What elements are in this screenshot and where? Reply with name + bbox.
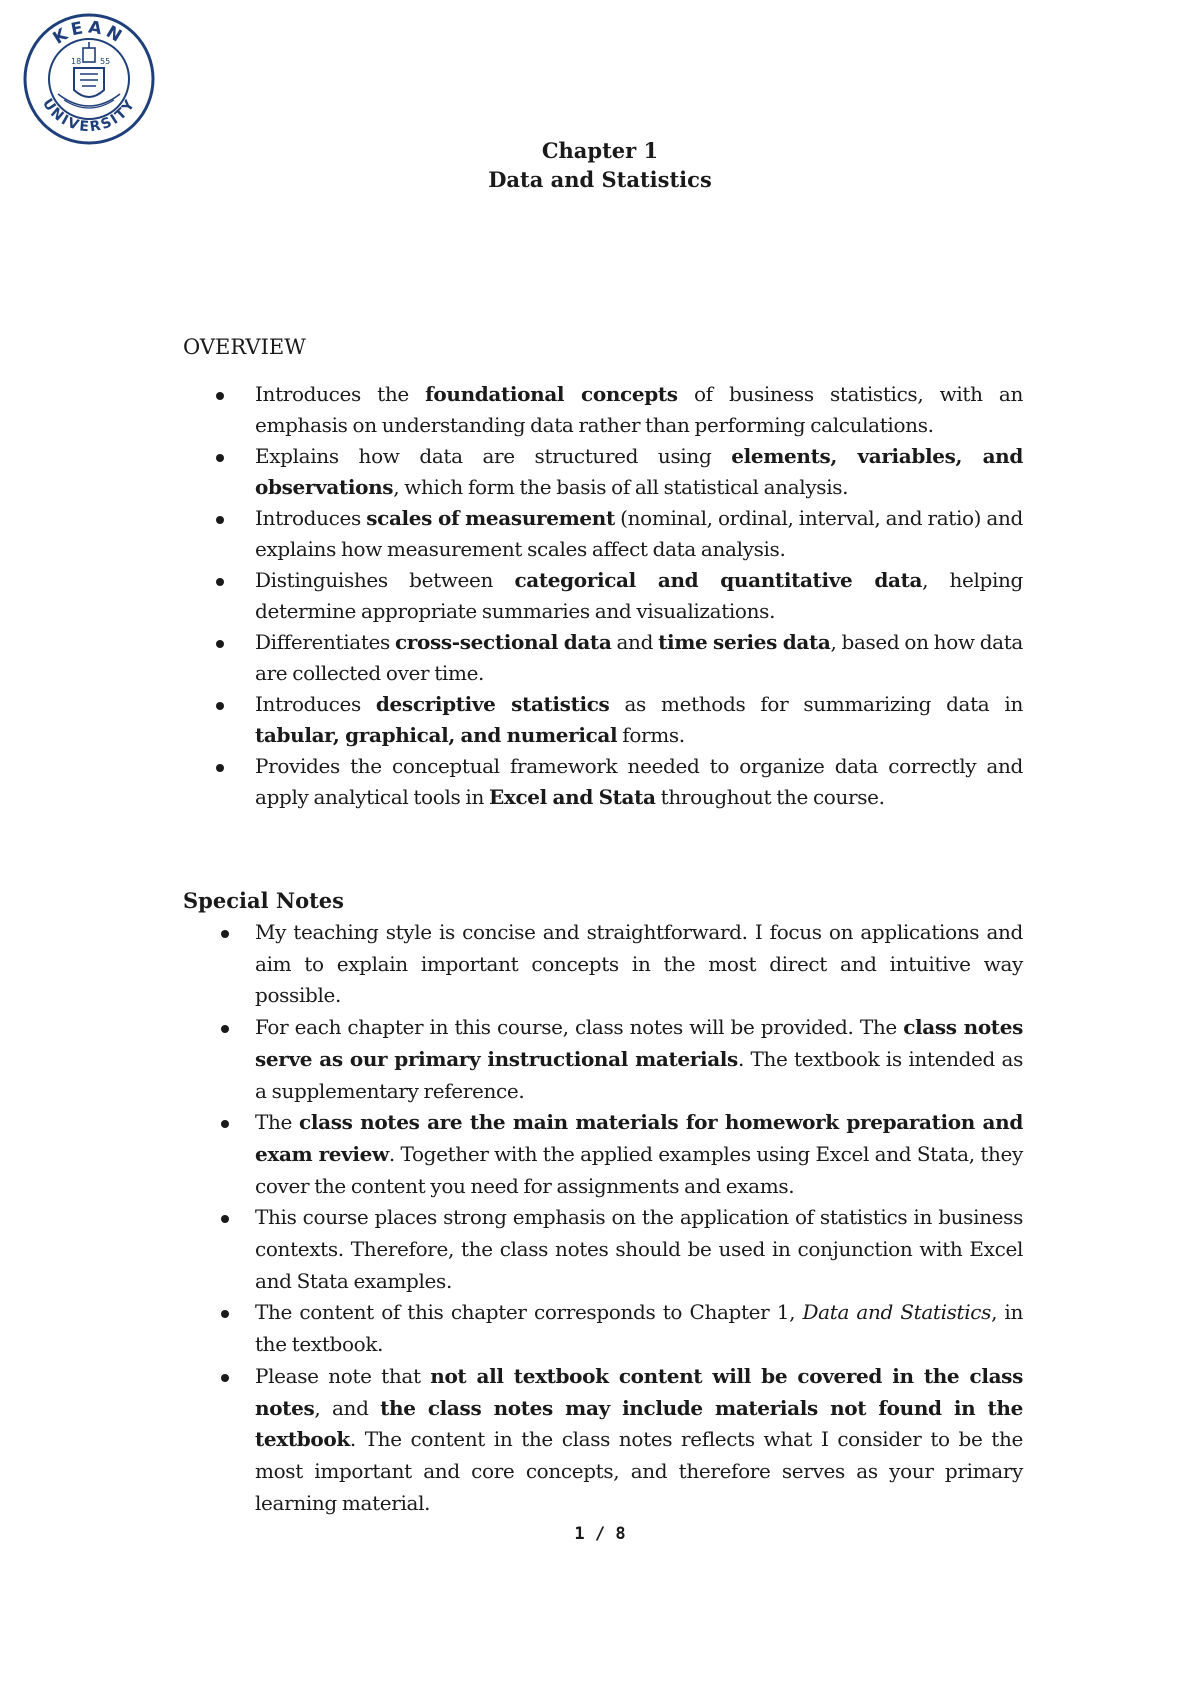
bullet-icon bbox=[221, 930, 229, 938]
page-number: 1 / 8 bbox=[574, 1524, 626, 1544]
text-segment: , based on how data are collected over time. bbox=[255, 630, 1023, 685]
list-item bbox=[183, 379, 1023, 441]
text-segment: The content of this chapter corresponds to Chapter 1, bbox=[255, 1300, 803, 1325]
seal-year-left: 18 bbox=[71, 57, 82, 66]
text-segment: Provides the conceptual framework needed to organize data correctly and apply analytical tools in bbox=[255, 754, 1023, 809]
text-segment: elements, variables, and observations bbox=[255, 444, 1024, 499]
text-segment: . Together with the applied examples using Excel and Stata, they cover the content you need for assignments and exams. bbox=[255, 1141, 1023, 1198]
overview-list bbox=[183, 379, 1023, 813]
text-segment: Distinguishes between bbox=[255, 568, 515, 592]
bullet-icon bbox=[216, 516, 224, 524]
text-segment: (nominal, ordinal, interval, and ratio) and explains how measurement scales affect data analysis. bbox=[255, 506, 1023, 561]
list-item bbox=[183, 689, 1023, 751]
text-segment: This course places strong emphasis on the application of statistics in business contexts. Therefore, the class notes should be used in conjunction with Excel and Stata examples. bbox=[255, 1205, 1023, 1293]
list-item bbox=[183, 751, 1023, 813]
special-notes-list bbox=[183, 917, 1023, 1519]
text-segment: , which form the basis of all statistical analysis. bbox=[393, 475, 849, 499]
list-item bbox=[183, 565, 1023, 627]
overview-heading: OVERVIEW bbox=[183, 335, 306, 359]
bullet-icon bbox=[216, 640, 224, 648]
bullet-icon bbox=[216, 702, 224, 710]
bullet-icon bbox=[221, 1374, 229, 1382]
text-segment: class notes are the main materials for homework preparation and exam review bbox=[255, 1110, 1023, 1166]
text-segment: class notes serve as our primary instructional materials bbox=[255, 1015, 1023, 1071]
bullet-icon bbox=[216, 764, 224, 772]
text-segment: the class notes may include materials not found in the textbook bbox=[255, 1395, 1023, 1452]
text-segment: cross-sectional data bbox=[394, 630, 612, 654]
text-segment: Excel and Stata bbox=[489, 785, 656, 809]
bullet-icon bbox=[216, 392, 224, 400]
text-segment: , helping determine appropriate summaries and visualizations. bbox=[255, 568, 1024, 623]
text-segment: , and bbox=[314, 1395, 381, 1420]
bullet-icon bbox=[221, 1120, 229, 1128]
list-item bbox=[183, 1202, 1023, 1297]
list-item bbox=[183, 627, 1023, 689]
text-segment: tabular, graphical, and numerical bbox=[255, 723, 618, 747]
list-item bbox=[183, 1361, 1023, 1520]
text-segment: foundational concepts bbox=[425, 382, 678, 406]
list-item bbox=[183, 1012, 1023, 1107]
text-segment: Explains how data are structured using bbox=[255, 444, 732, 468]
bullet-icon bbox=[221, 1215, 229, 1223]
text-segment: throughout the course. bbox=[655, 785, 885, 809]
text-segment: categorical and quantitative data bbox=[514, 568, 923, 592]
text-segment: Introduces bbox=[255, 692, 376, 716]
svg-text:UNIVERSITY bbox=[39, 96, 139, 135]
bullet-icon bbox=[216, 454, 224, 462]
bullet-icon bbox=[221, 1310, 229, 1318]
text-segment: , in the textbook. bbox=[255, 1300, 1024, 1357]
text-segment: and bbox=[611, 630, 659, 654]
special-notes-heading: Special Notes bbox=[183, 888, 344, 913]
text-segment: forms. bbox=[617, 723, 685, 747]
text-segment: For each chapter in this course, class notes will be provided. The bbox=[255, 1015, 904, 1040]
bullet-icon bbox=[221, 1025, 229, 1033]
list-item bbox=[183, 1297, 1023, 1360]
list-item bbox=[183, 441, 1023, 503]
text-segment: The bbox=[255, 1110, 300, 1135]
text-segment: not all textbook content will be covered in the class notes bbox=[255, 1363, 1024, 1420]
text-segment: Introduces the bbox=[255, 382, 426, 406]
text-segment: as methods for summarizing data in bbox=[609, 692, 1023, 716]
text-segment: Differentiates bbox=[255, 630, 395, 654]
text-segment: . The textbook is intended as a supplementary reference. bbox=[255, 1046, 1023, 1103]
text-segment: Please note that bbox=[255, 1363, 431, 1388]
seal-year-right: 55 bbox=[100, 57, 111, 66]
text-segment: time series data bbox=[658, 630, 831, 654]
list-item bbox=[183, 503, 1023, 565]
text-segment: . The content in the class notes reflects what I consider to be the most important and core concepts, and therefore serves as your primary learning material. bbox=[255, 1427, 1023, 1515]
text-segment: My teaching style is concise and straightforward. I focus on applications and aim to explain important concepts in the most direct and intuitive way possible. bbox=[255, 920, 1023, 1008]
text-segment: of business statistics, with an emphasis on understanding data rather than performing calculations. bbox=[255, 382, 1023, 437]
text-segment: scales of measurement bbox=[366, 506, 615, 530]
list-item bbox=[183, 917, 1023, 1012]
text-segment: descriptive statistics bbox=[375, 692, 610, 716]
text-segment: Data and Statistics bbox=[802, 1300, 992, 1325]
list-item bbox=[183, 1107, 1023, 1202]
chapter-title: Data and Statistics bbox=[488, 167, 712, 192]
bullet-icon bbox=[216, 578, 224, 586]
kean-university-seal-logo bbox=[22, 12, 156, 146]
seal-text-top: KEAN bbox=[49, 17, 129, 49]
chapter-number: Chapter 1 bbox=[541, 138, 659, 163]
seal-text-bottom: UNIVERSITY bbox=[38, 95, 140, 136]
text-segment: Introduces bbox=[255, 506, 367, 530]
